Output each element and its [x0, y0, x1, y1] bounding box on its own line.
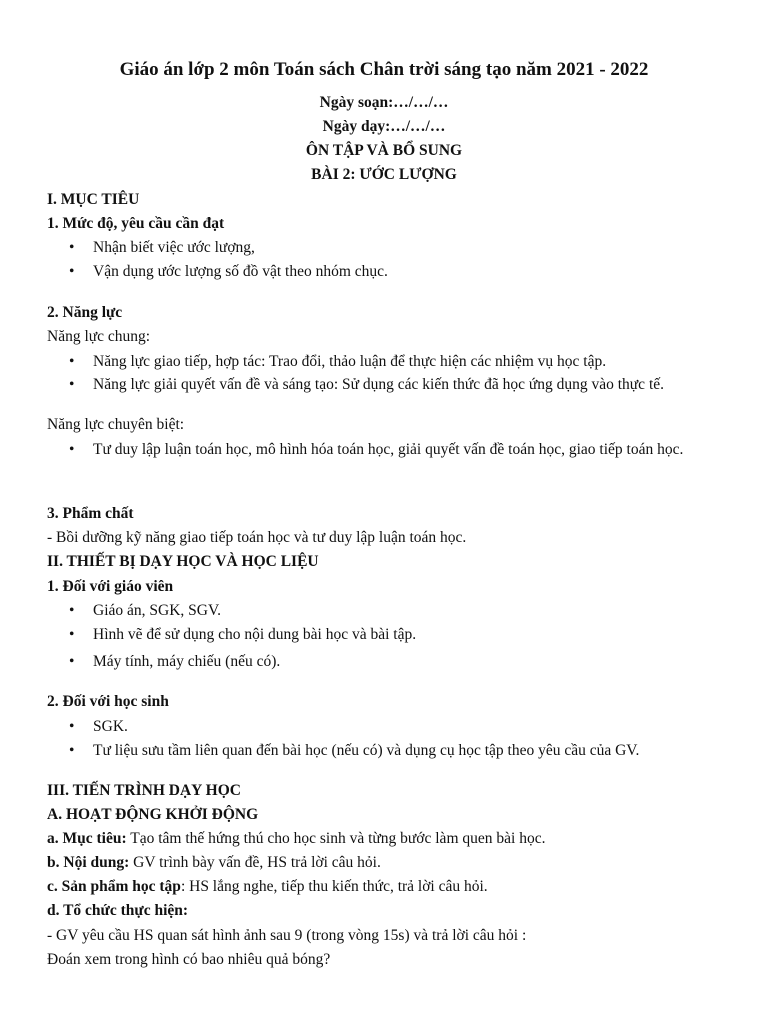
bullet-icon: • [69, 653, 75, 670]
bullet-icon: • [69, 742, 75, 759]
ngay-day: Ngày dạy:…/…/… [322, 118, 446, 135]
chuong-title: ÔN TẬP VÀ BỔ SUNG [305, 142, 463, 159]
hoat-dong-khoi-dong-heading: A. HOẠT ĐỘNG KHỞI ĐỘNG [47, 806, 259, 823]
bullet-icon: • [69, 239, 75, 256]
instruction-line-2: Đoán xem trong hình có bao nhiêu quả bóng? [47, 951, 331, 968]
muc-tieu-label: a. Mục tiêu: [47, 830, 127, 847]
noi-dung-label: b. Nội dung: [47, 854, 130, 871]
ngay-soan: Ngày soạn:…/…/… [319, 94, 449, 111]
nang-luc-chung-label: Năng lực chung: [47, 328, 151, 345]
to-chuc-thuc-hien-label: d. Tổ chức thực hiện: [47, 902, 189, 919]
nang-luc-chuyen-biet-label: Năng lực chuyên biệt: [47, 416, 185, 433]
section-muc-tieu-heading: I. MỤC TIÊU [47, 191, 140, 208]
muc-tieu-line [47, 829, 545, 849]
muc-tieu-text: Tạo tâm thế hứng thú cho học sinh và từng bước làm quen bài học. [126, 830, 546, 847]
bullet-icon: • [69, 353, 75, 370]
san-pham-label: c. Sản phẩm học tập [47, 878, 181, 895]
section-thiet-bi-heading: II. THIẾT BỊ DẠY HỌC VÀ HỌC LIỆU [47, 553, 319, 570]
doi-voi-hoc-sinh-heading: 2. Đối với học sinh [47, 693, 169, 710]
san-pham-text: : HS lắng nghe, tiếp thu kiến thức, trả lời câu hỏi. [180, 878, 488, 895]
bullet-icon: • [69, 441, 75, 458]
bullet-icon: • [69, 602, 75, 619]
pham-chat-heading: 3. Phẩm chất [47, 505, 134, 522]
instruction-line-1: - GV yêu cầu HS quan sát hình ảnh sau 9 (trong vòng 15s) và trả lời câu hỏi : [47, 927, 527, 944]
nang-luc-heading: 2. Năng lực [47, 304, 123, 321]
bullet-icon: • [69, 626, 75, 643]
noi-dung-text: GV trình bày vấn đề, HS trả lời câu hỏi. [129, 854, 381, 871]
bullet-icon: • [69, 263, 75, 280]
doi-voi-giao-vien-heading: 1. Đối với giáo viên [47, 578, 174, 595]
san-pham-line [47, 877, 488, 897]
document-title: Giáo án lớp 2 môn Toán sách Chân trời sáng tạo năm 2021 - 2022 [119, 59, 649, 80]
document-page: Giáo án lớp 2 môn Toán sách Chân trời sáng tạo năm 2021 - 2022 Ngày soạn:…/…/… Ngày dạy:…/…/… ÔN TẬP VÀ BỔ SUNG BÀI 2: ƯỚC LƯỢNG I. MỤC TIÊU 1. Mức độ, yêu cầu cần đạt • Nhận biết việc ước lượng, • Vận dụng ước lượng số đồ vật theo nhóm chục. 2. Năng lực Năng lực chung: • Năng lực giao tiếp, hợp tác: Trao đổi, thảo luận để thực hiện các nhiệm vụ học tập. • Năng lực giải quyết vấn đề và sáng tạo: Sử dụng các kiến thức đã học ứng dụng vào thực tế. Năng lực chuyên biệt: • Tư duy lập luận toán học, mô hình hóa toán học, giải quyết vấn đề toán học, giao tiếp toán học. 3. Phẩm chất - Bồi dưỡng kỹ năng giao tiếp toán học và tư duy lập luận toán học. II. THIẾT BỊ DẠY HỌC VÀ HỌC LIỆU 1. Đối với giáo viên • Giáo án, SGK, SGV. • Hình vẽ để sử dụng cho nội dung bài học và bài tập. • Máy tính, máy chiếu (nếu có). 2. Đối với học sinh • SGK. • Tư liệu sưu tầm liên quan đến bài học (nếu có) và dụng cụ học tập theo yêu cầu của GV. III. TIẾN TRÌNH DẠY HỌC A. HOẠT ĐỘNG KHỞI ĐỘNG a. Mục tiêu: Tạo tâm thế hứng thú cho học sinh và từng bước làm quen bài học. b. Nội dung: GV trình bày vấn đề, HS trả lời câu hỏi. c. Sản phẩm học tập: HS lắng nghe, tiếp thu kiến thức, trả lời câu hỏi. d. Tổ chức thực hiện: - GV yêu cầu HS quan sát hình ảnh sau 9 (trong vòng 15s) và trả lời câu hỏi : Đoán xem trong hình có bao nhiêu quả bóng? [0, 0, 768, 1024]
bullet-icon: • [69, 376, 75, 393]
bai-title: BÀI 2: ƯỚC LƯỢNG [311, 166, 457, 183]
section-tien-trinh-heading: III. TIẾN TRÌNH DẠY HỌC [47, 782, 241, 799]
pham-chat-text: - Bồi dưỡng kỹ năng giao tiếp toán học và tư duy lập luận toán học. [47, 529, 467, 546]
muc-do-yeu-cau-heading: 1. Mức độ, yêu cầu cần đạt [47, 215, 225, 232]
bullet-icon: • [69, 718, 75, 735]
noi-dung-line [47, 853, 381, 873]
